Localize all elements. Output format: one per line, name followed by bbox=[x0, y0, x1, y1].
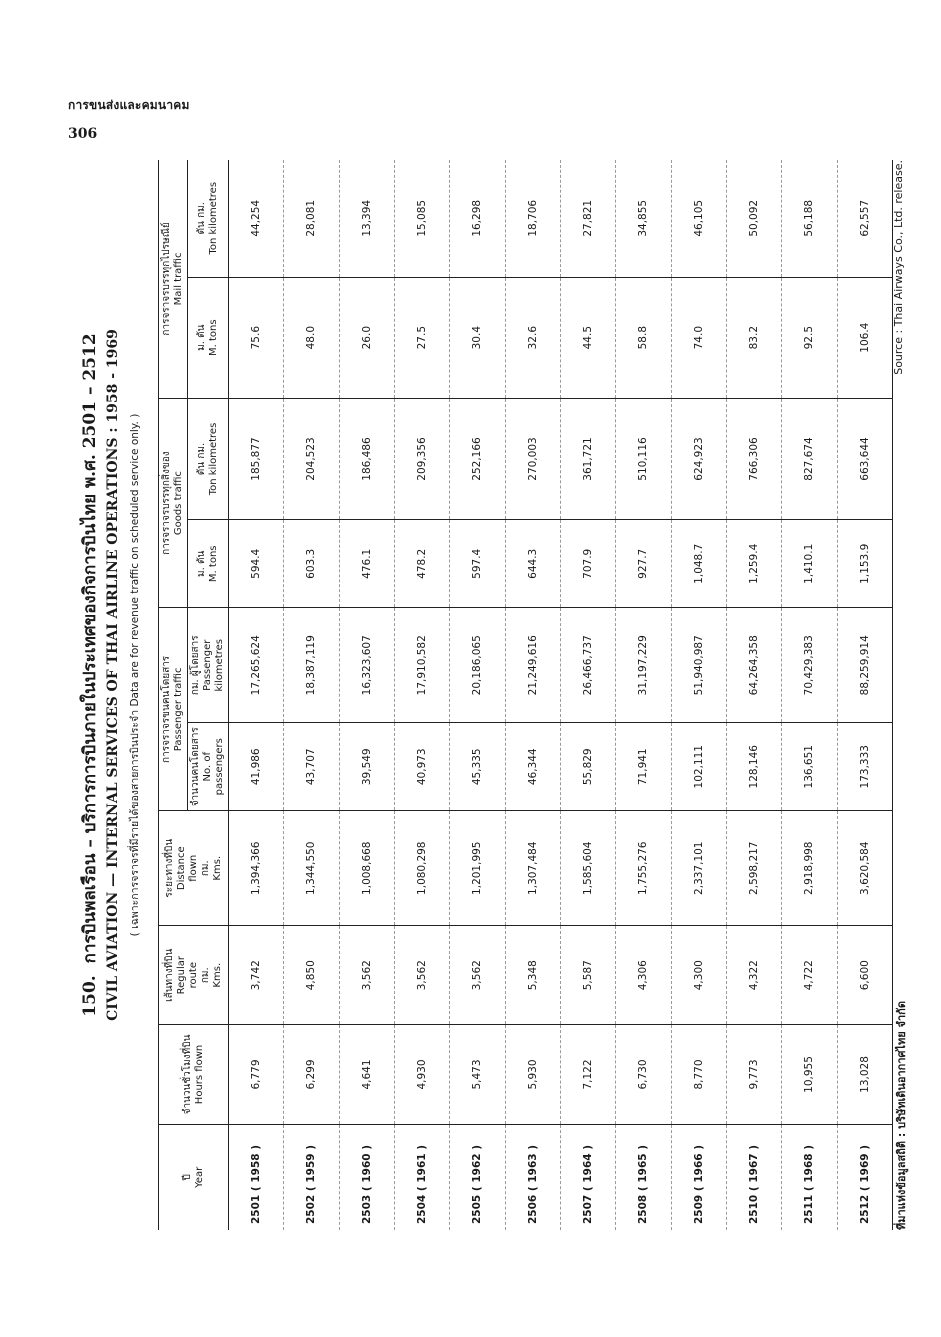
cell-passenger-km: 17,910,582 bbox=[394, 608, 449, 723]
cell-goods-tons: 1,048.7 bbox=[671, 520, 726, 608]
cell-mail-tonkm: 28,081 bbox=[284, 160, 339, 277]
table-row bbox=[505, 160, 560, 1230]
cell-route: 3,742 bbox=[229, 926, 284, 1025]
header-mail-tons: ม. ตัน M. tons bbox=[188, 277, 229, 398]
cell-passenger-km: 64,264,358 bbox=[726, 608, 781, 723]
cell-goods-tonkm: 252,166 bbox=[450, 398, 505, 519]
cell-mail-tonkm: 62,557 bbox=[837, 160, 892, 277]
cell-hours: 10,955 bbox=[782, 1025, 837, 1124]
cell-year: 2511 ( 1968 ) bbox=[782, 1124, 837, 1230]
cell-mail-tons: 26.0 bbox=[339, 277, 394, 398]
header-passenger-km: กม. ผู้โดยสาร Passenger kilometres bbox=[188, 608, 229, 723]
cell-mail-tonkm: 16,298 bbox=[450, 160, 505, 277]
header-passenger: การจราจรขนคนโดยสาร Passenger traffic bbox=[159, 608, 188, 811]
cell-goods-tonkm: 185,877 bbox=[229, 398, 284, 519]
table-row bbox=[616, 160, 671, 1230]
header-mail-tonkm: ตัน กม. Ton kilometres bbox=[188, 160, 229, 277]
table-number: 150. bbox=[80, 975, 100, 1017]
cell-goods-tonkm: 510,116 bbox=[616, 398, 671, 519]
cell-year: 2510 ( 1967 ) bbox=[726, 1124, 781, 1230]
cell-passenger-km: 17,265,624 bbox=[229, 608, 284, 723]
cell-year: 2509 ( 1966 ) bbox=[671, 1124, 726, 1230]
header-hours: จำนวนชั่วโมงที่บิน Hours flown bbox=[159, 1025, 229, 1124]
cell-goods-tons: 478.2 bbox=[394, 520, 449, 608]
cell-mail-tons: 74.0 bbox=[671, 277, 726, 398]
cell-distance: 1,344,550 bbox=[284, 811, 339, 926]
cell-route: 5,587 bbox=[560, 926, 615, 1025]
cell-mail-tonkm: 27,821 bbox=[560, 160, 615, 277]
cell-passenger-km: 70,429,383 bbox=[782, 608, 837, 723]
cell-mail-tons: 106.4 bbox=[837, 277, 892, 398]
table-row bbox=[284, 160, 339, 1230]
cell-hours: 13,028 bbox=[837, 1025, 892, 1124]
cell-year: 2505 ( 1962 ) bbox=[450, 1124, 505, 1230]
cell-mail-tons: 27.5 bbox=[394, 277, 449, 398]
cell-mail-tonkm: 50,092 bbox=[726, 160, 781, 277]
section-header: การขนส่งและคมนาคม bbox=[68, 98, 190, 112]
cell-mail-tons: 75.6 bbox=[229, 277, 284, 398]
cell-mail-tons: 44.5 bbox=[560, 277, 615, 398]
cell-goods-tons: 594.4 bbox=[229, 520, 284, 608]
table-row bbox=[837, 160, 892, 1230]
header-goods-tonkm: ตัน กม. Ton kilometres bbox=[188, 398, 229, 519]
page-number: 306 bbox=[68, 126, 98, 142]
cell-distance: 1,394,366 bbox=[229, 811, 284, 926]
cell-hours: 5,473 bbox=[450, 1025, 505, 1124]
cell-goods-tonkm: 209,356 bbox=[394, 398, 449, 519]
cell-goods-tonkm: 624,923 bbox=[671, 398, 726, 519]
cell-goods-tonkm: 204,523 bbox=[284, 398, 339, 519]
cell-year: 2506 ( 1963 ) bbox=[505, 1124, 560, 1230]
cell-mail-tonkm: 44,254 bbox=[229, 160, 284, 277]
cell-hours: 4,641 bbox=[339, 1025, 394, 1124]
cell-route: 3,562 bbox=[394, 926, 449, 1025]
cell-passengers: 46,344 bbox=[505, 723, 560, 811]
cell-year: 2504 ( 1961 ) bbox=[394, 1124, 449, 1230]
table-row bbox=[560, 160, 615, 1230]
table-note: ( เฉพาะการจราจรที่มีรายได้ของสายการบินประจำ Data are for revenue traffic on scheduled service only. ) bbox=[129, 413, 141, 937]
cell-hours: 9,773 bbox=[726, 1025, 781, 1124]
cell-passengers: 45,335 bbox=[450, 723, 505, 811]
cell-year: 2501 ( 1958 ) bbox=[229, 1124, 284, 1230]
cell-goods-tons: 707.9 bbox=[560, 520, 615, 608]
cell-route: 3,562 bbox=[339, 926, 394, 1025]
cell-distance: 1,008,668 bbox=[339, 811, 394, 926]
cell-distance: 1,080,298 bbox=[394, 811, 449, 926]
cell-goods-tonkm: 827,674 bbox=[782, 398, 837, 519]
cell-year: 2502 ( 1959 ) bbox=[284, 1124, 339, 1230]
cell-goods-tons: 597.4 bbox=[450, 520, 505, 608]
cell-route: 4,322 bbox=[726, 926, 781, 1025]
cell-mail-tons: 58.8 bbox=[616, 277, 671, 398]
cell-goods-tonkm: 766,306 bbox=[726, 398, 781, 519]
cell-goods-tonkm: 186,486 bbox=[339, 398, 394, 519]
cell-mail-tonkm: 46,105 bbox=[671, 160, 726, 277]
cell-distance: 2,918,998 bbox=[782, 811, 837, 926]
table-row bbox=[450, 160, 505, 1230]
table-row bbox=[339, 160, 394, 1230]
header-passenger-count: จำนวนคนโดยสาร No. of passengers bbox=[188, 723, 229, 811]
header-mail: การจราจรบรรทุกไปรษณีย์ Mail traffic bbox=[159, 160, 188, 398]
cell-passengers: 41,986 bbox=[229, 723, 284, 811]
cell-goods-tonkm: 361,721 bbox=[560, 398, 615, 519]
table-row bbox=[229, 160, 284, 1230]
table-title bbox=[80, 120, 101, 1230]
cell-goods-tons: 1,410.1 bbox=[782, 520, 837, 608]
cell-passengers: 43,707 bbox=[284, 723, 339, 811]
header-goods: การจราจรบรรทุกสิ่งของ Goods traffic bbox=[159, 398, 188, 608]
source-english: Source : Thai Airways Co., Ltd. release. bbox=[892, 160, 905, 375]
cell-distance: 2,598,217 bbox=[726, 811, 781, 926]
cell-hours: 6,779 bbox=[229, 1025, 284, 1124]
cell-goods-tonkm: 663,644 bbox=[837, 398, 892, 519]
cell-distance: 1,201,995 bbox=[450, 811, 505, 926]
cell-route: 5,348 bbox=[505, 926, 560, 1025]
cell-hours: 6,730 bbox=[616, 1025, 671, 1124]
cell-mail-tons: 83.2 bbox=[726, 277, 781, 398]
table-row bbox=[782, 160, 837, 1230]
header-route: เส้นทางที่บิน Regular route กม. Kms. bbox=[159, 926, 229, 1025]
cell-distance: 2,337,101 bbox=[671, 811, 726, 926]
table-row bbox=[671, 160, 726, 1230]
cell-passenger-km: 31,197,229 bbox=[616, 608, 671, 723]
cell-mail-tonkm: 34,855 bbox=[616, 160, 671, 277]
rotated-table-page bbox=[80, 120, 910, 1230]
cell-passenger-km: 16,323,607 bbox=[339, 608, 394, 723]
header-distance: ระยะทางที่บิน Distance flown กม. Kms. bbox=[159, 811, 229, 926]
cell-goods-tons: 603.3 bbox=[284, 520, 339, 608]
source-thai: ที่มาแห่งข้อมูลสถิติ : บริษัทเดินอากาศไทย จำกัด bbox=[895, 1001, 908, 1230]
cell-passengers: 173,333 bbox=[837, 723, 892, 811]
cell-distance: 1,755,276 bbox=[616, 811, 671, 926]
cell-mail-tons: 92.5 bbox=[782, 277, 837, 398]
cell-mail-tons: 30.4 bbox=[450, 277, 505, 398]
cell-hours: 5,930 bbox=[505, 1025, 560, 1124]
cell-route: 3,562 bbox=[450, 926, 505, 1025]
cell-passengers: 39,549 bbox=[339, 723, 394, 811]
cell-mail-tonkm: 56,188 bbox=[782, 160, 837, 277]
cell-year: 2508 ( 1965 ) bbox=[616, 1124, 671, 1230]
cell-route: 4,850 bbox=[284, 926, 339, 1025]
cell-passenger-km: 88,259,914 bbox=[837, 608, 892, 723]
cell-year: 2503 ( 1960 ) bbox=[339, 1124, 394, 1230]
header-goods-tons: ม. ตัน M. tons bbox=[188, 520, 229, 608]
aviation-table bbox=[158, 160, 893, 1230]
cell-passengers: 71,941 bbox=[616, 723, 671, 811]
cell-hours: 4,930 bbox=[394, 1025, 449, 1124]
cell-hours: 7,122 bbox=[560, 1025, 615, 1124]
cell-goods-tons: 927.7 bbox=[616, 520, 671, 608]
cell-year: 2512 ( 1969 ) bbox=[837, 1124, 892, 1230]
cell-route: 4,300 bbox=[671, 926, 726, 1025]
cell-year: 2507 ( 1964 ) bbox=[560, 1124, 615, 1230]
cell-goods-tons: 476.1 bbox=[339, 520, 394, 608]
cell-mail-tonkm: 15,085 bbox=[394, 160, 449, 277]
cell-distance: 3,620,584 bbox=[837, 811, 892, 926]
cell-passenger-km: 20,186,065 bbox=[450, 608, 505, 723]
cell-passenger-km: 26,466,737 bbox=[560, 608, 615, 723]
cell-goods-tonkm: 270,003 bbox=[505, 398, 560, 519]
title-english: CIVIL AVIATION — INTERNAL SERVICES OF THAI AIRLINE OPERATIONS : 1958 - 1969 bbox=[105, 329, 121, 1021]
cell-mail-tonkm: 18,706 bbox=[505, 160, 560, 277]
table-row bbox=[726, 160, 781, 1230]
cell-passengers: 136,651 bbox=[782, 723, 837, 811]
header-year: ปี Year bbox=[159, 1124, 229, 1230]
cell-goods-tons: 1,259.4 bbox=[726, 520, 781, 608]
cell-passengers: 40,973 bbox=[394, 723, 449, 811]
cell-goods-tons: 644.3 bbox=[505, 520, 560, 608]
cell-hours: 6,299 bbox=[284, 1025, 339, 1124]
cell-mail-tons: 32.6 bbox=[505, 277, 560, 398]
cell-passengers: 128,146 bbox=[726, 723, 781, 811]
cell-mail-tons: 48.0 bbox=[284, 277, 339, 398]
cell-hours: 8,770 bbox=[671, 1025, 726, 1124]
cell-route: 4,306 bbox=[616, 926, 671, 1025]
table-body bbox=[229, 160, 893, 1230]
cell-mail-tonkm: 13,394 bbox=[339, 160, 394, 277]
cell-goods-tons: 1,153.9 bbox=[837, 520, 892, 608]
cell-passenger-km: 18,387,119 bbox=[284, 608, 339, 723]
cell-route: 4,722 bbox=[782, 926, 837, 1025]
cell-route: 6,600 bbox=[837, 926, 892, 1025]
cell-passengers: 102,111 bbox=[671, 723, 726, 811]
title-thai: การบินพลเรือน – บริการการบินภายในประเทศของกิจการบินไทย พ.ศ. 2501 – 2512 bbox=[80, 333, 100, 964]
cell-passenger-km: 21,249,616 bbox=[505, 608, 560, 723]
cell-passenger-km: 51,940,987 bbox=[671, 608, 726, 723]
table-row bbox=[394, 160, 449, 1230]
cell-distance: 1,307,484 bbox=[505, 811, 560, 926]
cell-passengers: 55,829 bbox=[560, 723, 615, 811]
cell-distance: 1,585,604 bbox=[560, 811, 615, 926]
